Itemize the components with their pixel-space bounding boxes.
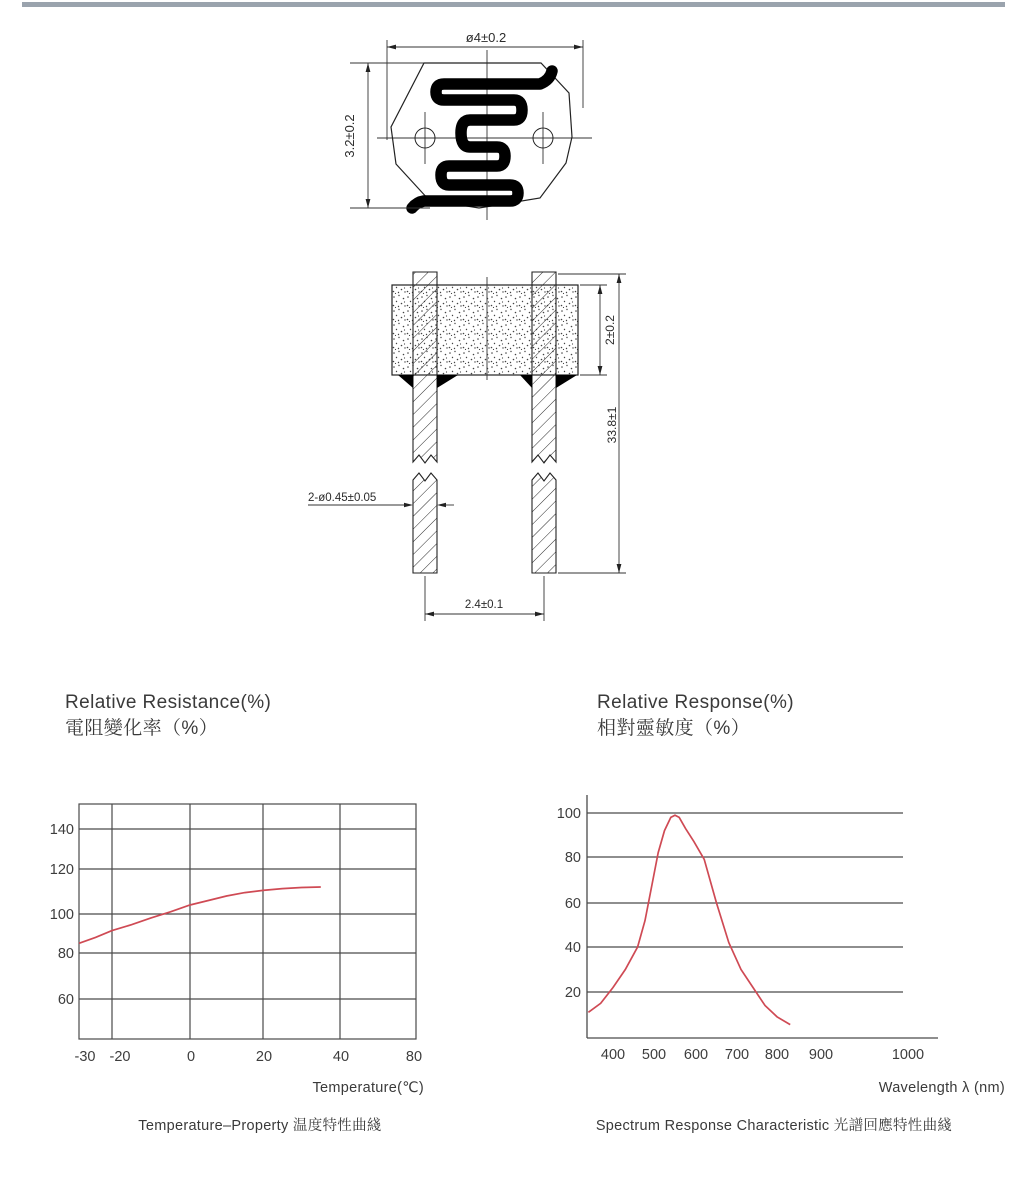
- left-lead: [413, 272, 437, 573]
- spectrum-curve: [588, 815, 790, 1024]
- spectrum-chart-title-zh: 相對靈敏度（%）: [597, 718, 751, 739]
- y-tick: 60: [57, 992, 74, 1008]
- x-tick: 20: [255, 1049, 273, 1065]
- temperature-chart: [40, 790, 460, 1070]
- arrowhead: [425, 612, 434, 617]
- fillet-triangle: [437, 375, 458, 388]
- y-tick: 100: [49, 907, 74, 923]
- y-tick: 60: [564, 896, 581, 912]
- temperature-chart-title-en: Relative Resistance(%): [65, 692, 272, 713]
- arrowhead: [535, 612, 544, 617]
- y-tick: 20: [564, 985, 581, 1001]
- y-tick: 120: [49, 862, 74, 878]
- temperature-y-ticks: [50, 822, 74, 1008]
- x-tick: 800: [764, 1047, 790, 1063]
- x-tick: -30: [74, 1049, 96, 1065]
- x-tick: 40: [332, 1049, 350, 1065]
- x-tick: 1000: [891, 1047, 925, 1063]
- serpentine-electrode: [412, 71, 552, 208]
- fillet-triangle: [520, 375, 532, 388]
- top-view: [342, 30, 592, 220]
- x-tick: 900: [808, 1047, 834, 1063]
- arrowhead: [598, 366, 603, 375]
- dim-length-label: 33.8±1: [605, 406, 619, 444]
- y-tick: 80: [57, 946, 74, 962]
- side-view: [308, 272, 626, 621]
- arrowhead: [404, 503, 413, 507]
- dim-diameter-label: ø4±0.2: [465, 30, 507, 45]
- dim-height-label: 3.2±0.2: [342, 114, 357, 158]
- temperature-chart-title: [65, 690, 271, 742]
- y-tick: 40: [564, 940, 581, 956]
- spectrum-chart-title: [597, 690, 794, 742]
- x-tick: -20: [109, 1049, 131, 1065]
- dim-spacing-label: 2.4±0.1: [464, 599, 504, 611]
- arrowhead: [617, 564, 622, 573]
- x-tick: 700: [724, 1047, 750, 1063]
- temperature-chart-grid: [79, 804, 416, 1039]
- spectrum-chart-title-en: Relative Response(%): [597, 692, 795, 713]
- x-tick: 0: [186, 1049, 196, 1065]
- arrowhead: [366, 63, 371, 72]
- spectrum-chart-caption: Spectrum Response Characteristic 光譜回應特性曲綫: [595, 1118, 953, 1134]
- temperature-chart-caption: Temperature–Property 温度特性曲綫: [138, 1118, 382, 1134]
- temperature-chart-title-zh: 電阻變化率（%）: [65, 718, 219, 739]
- arrowhead: [387, 45, 396, 50]
- arrowhead: [598, 285, 603, 294]
- arrowhead: [617, 274, 622, 283]
- temperature-curve: [79, 887, 321, 943]
- dim-lead-diameter-label: 2-ø0.45±0.05: [308, 492, 377, 504]
- x-tick: 80: [405, 1049, 423, 1065]
- fillet-triangle: [398, 375, 413, 388]
- spectrum-x-ticks: [601, 1047, 924, 1063]
- arrowhead: [437, 503, 446, 507]
- x-tick: 500: [641, 1047, 667, 1063]
- arrowhead: [366, 199, 371, 208]
- right-lead: [532, 272, 556, 573]
- arrowhead: [574, 45, 583, 50]
- y-tick: 80: [564, 850, 581, 866]
- temperature-x-ticks: [75, 1049, 423, 1065]
- x-tick: 600: [683, 1047, 709, 1063]
- y-tick: 100: [556, 806, 581, 822]
- temperature-x-axis-label: Temperature(℃): [312, 1080, 424, 1096]
- spectrum-x-axis-label: Wavelength λ (nm): [878, 1080, 1005, 1096]
- spectrum-y-ticks: [557, 806, 581, 1001]
- dim-thickness-label: 2±0.2: [603, 315, 617, 345]
- fillet-triangle: [556, 375, 577, 388]
- x-tick: 400: [600, 1047, 626, 1063]
- y-tick: 140: [49, 822, 74, 838]
- spectrum-chart: [530, 790, 1008, 1070]
